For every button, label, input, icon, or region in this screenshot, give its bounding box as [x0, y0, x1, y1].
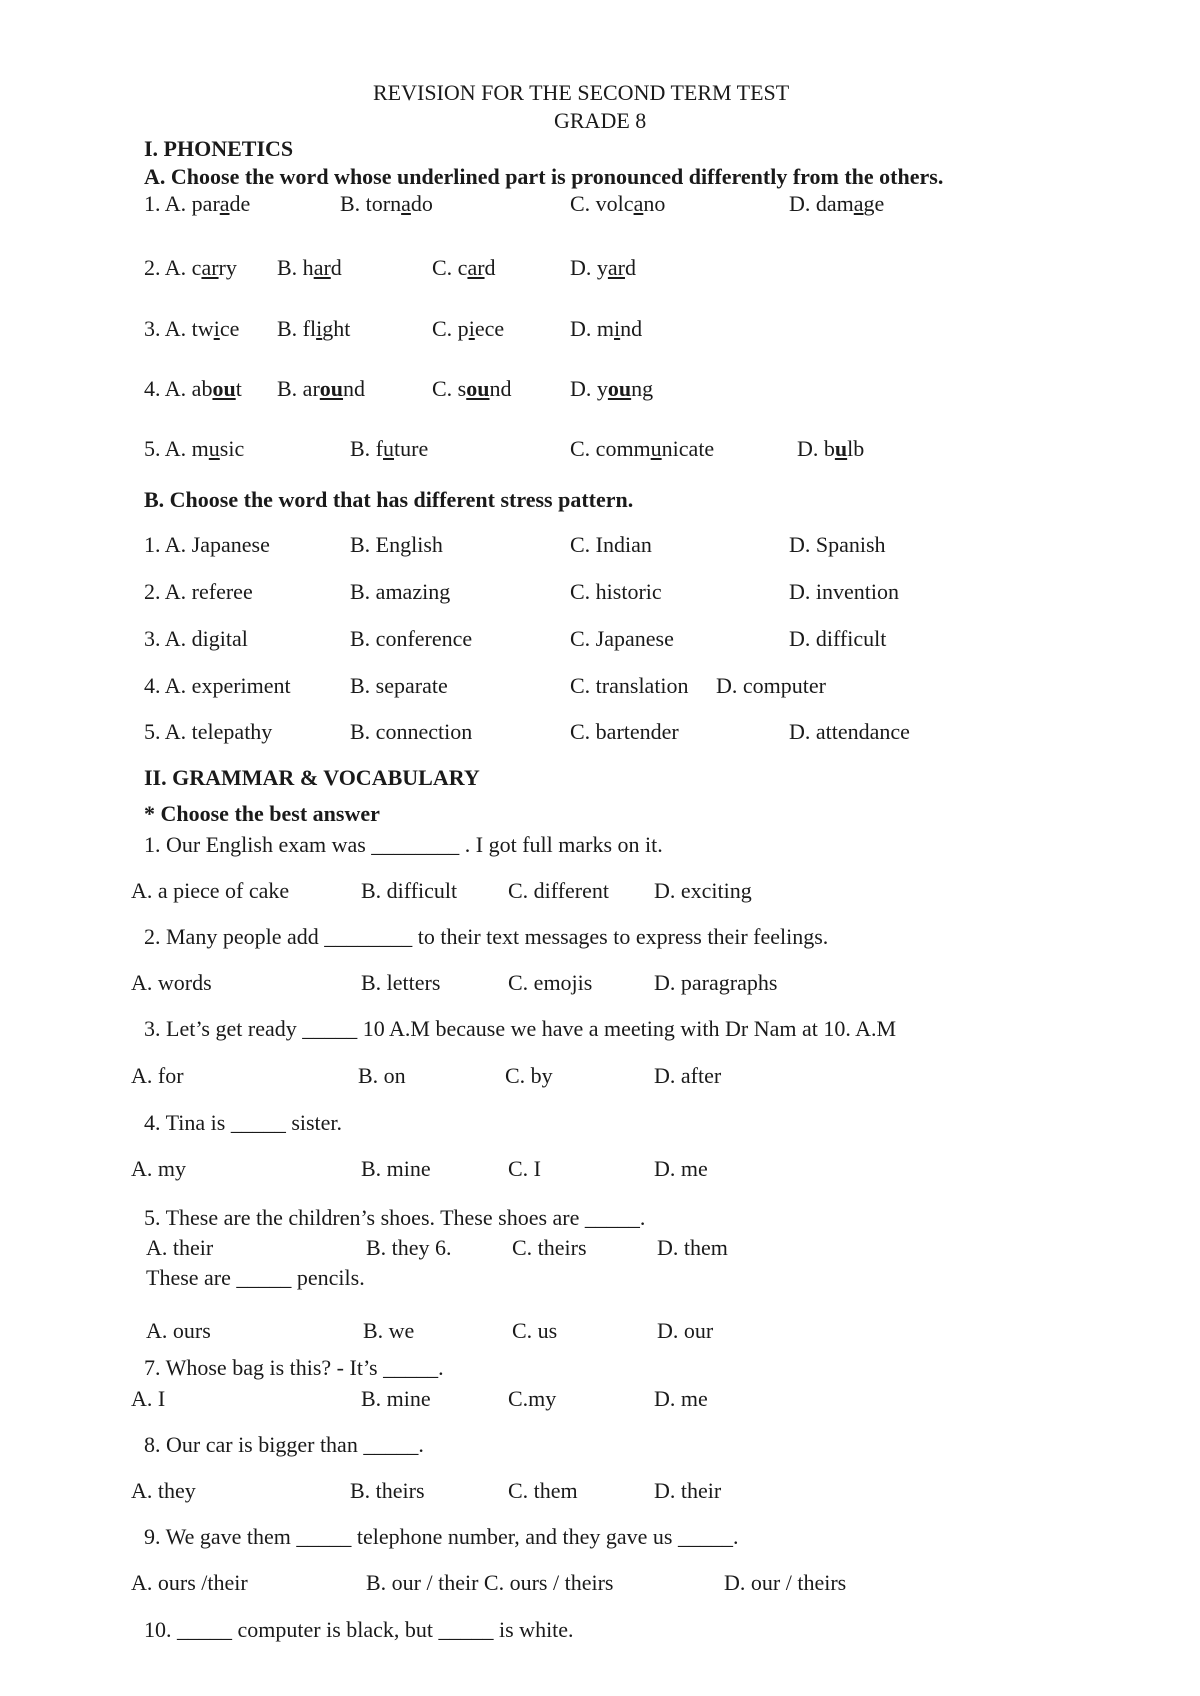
- answer-option: B. difficult: [361, 878, 458, 903]
- phonetics-option: D. bulb: [797, 436, 865, 461]
- stress-option: C. translation: [570, 673, 689, 698]
- question-stem: 7. Whose bag is this? - It’s _____.: [144, 1355, 444, 1380]
- phonetics-option: 1. A. parade: [144, 191, 251, 216]
- instruction-part-b: B. Choose the word that has different stress pattern.: [144, 487, 634, 512]
- answer-option: A. for: [131, 1063, 184, 1088]
- answer-option: C. us: [512, 1318, 558, 1343]
- answer-option: A. ours: [146, 1318, 211, 1343]
- answer-option: D. our / theirs: [724, 1570, 847, 1595]
- stress-option: C. historic: [570, 579, 662, 604]
- stress-option: C. Japanese: [570, 626, 674, 651]
- phonetics-option: B. around: [277, 376, 366, 401]
- stress-option: B. English: [350, 532, 443, 557]
- stress-option: C. bartender: [570, 719, 679, 744]
- phonetics-option: D. young: [570, 376, 654, 401]
- answer-option: D. their: [654, 1478, 722, 1503]
- question-stem: These are _____ pencils.: [146, 1265, 365, 1290]
- grade-label: GRADE 8: [554, 108, 647, 133]
- answer-option: C. by: [505, 1063, 553, 1088]
- answer-option: D. me: [654, 1156, 708, 1181]
- answer-option: A. their: [146, 1235, 214, 1260]
- answer-option: A. ours /their: [131, 1570, 248, 1595]
- stress-option: D. attendance: [789, 719, 910, 744]
- stress-option: B. amazing: [350, 579, 451, 604]
- question-stem: 9. We gave them _____ telephone number, and they gave us _____.: [144, 1524, 739, 1549]
- question-stem: 4. Tina is _____ sister.: [144, 1110, 343, 1135]
- answer-option: C. theirs: [512, 1235, 587, 1260]
- answer-option: C. I: [508, 1156, 541, 1181]
- section-heading-grammar: II. GRAMMAR & VOCABULARY: [144, 765, 480, 790]
- instruction-part-a: A. Choose the word whose underlined part is pronounced differently from the others.: [144, 164, 944, 189]
- answer-option: C.my: [508, 1386, 557, 1411]
- phonetics-option: C. piece: [432, 316, 505, 341]
- answer-option: D. me: [654, 1386, 708, 1411]
- answer-option: A. words: [131, 970, 212, 995]
- phonetics-option: D. mind: [570, 316, 643, 341]
- stress-option: 4. A. experiment: [144, 673, 291, 698]
- phonetics-option: B. future: [350, 436, 429, 461]
- answer-option: D. paragraphs: [654, 970, 778, 995]
- question-stem: 1. Our English exam was ________ . I got full marks on it.: [144, 832, 663, 857]
- stress-option: 3. A. digital: [144, 626, 248, 651]
- stress-option: B. conference: [350, 626, 473, 651]
- section-heading-phonetics: I. PHONETICS: [144, 136, 294, 161]
- page-title: REVISION FOR THE SECOND TERM TEST: [373, 80, 790, 105]
- phonetics-option: D. yard: [570, 255, 636, 280]
- phonetics-option: D. damage: [789, 191, 885, 216]
- phonetics-option: C. communicate: [570, 436, 715, 461]
- stress-option: C. Indian: [570, 532, 652, 557]
- stress-option: 1. A. Japanese: [144, 532, 270, 557]
- question-stem: 10. _____ computer is black, but _____ is white.: [144, 1617, 574, 1642]
- stress-option: 2. A. referee: [144, 579, 253, 604]
- stress-option: B. connection: [350, 719, 473, 744]
- answer-option: B. mine: [361, 1156, 431, 1181]
- answer-option: D. after: [654, 1063, 722, 1088]
- question-stem: 8. Our car is bigger than _____.: [144, 1432, 424, 1457]
- answer-option: D. our: [657, 1318, 714, 1343]
- phonetics-option: 2. A. carry: [144, 255, 237, 280]
- phonetics-option: C. volcano: [570, 191, 666, 216]
- answer-option: B. letters: [361, 970, 441, 995]
- answer-option: C. different: [508, 878, 610, 903]
- question-stem: 3. Let’s get ready _____ 10 A.M because we have a meeting with Dr Nam at 10. A.M: [144, 1016, 897, 1041]
- question-stem: 5. These are the children’s shoes. These shoes are _____.: [144, 1205, 646, 1230]
- answer-option: B. mine: [361, 1386, 431, 1411]
- phonetics-option: B. tornado: [340, 191, 433, 216]
- answer-option: D. exciting: [654, 878, 752, 903]
- phonetics-option: C. sound: [432, 376, 512, 401]
- answer-option: B. on: [358, 1063, 406, 1088]
- phonetics-option: 5. A. music: [144, 436, 245, 461]
- phonetics-option: B. hard: [277, 255, 342, 280]
- stress-option: D. Spanish: [789, 532, 886, 557]
- answer-option: A. they: [131, 1478, 196, 1503]
- stress-option: 5. A. telepathy: [144, 719, 273, 744]
- answer-option: B. we: [363, 1318, 415, 1343]
- stress-option: D. computer: [716, 673, 826, 698]
- phonetics-option: 4. A. about: [144, 376, 242, 401]
- answer-option: B. they 6.: [366, 1235, 452, 1260]
- answer-option: A. my: [131, 1156, 186, 1181]
- answer-option: D. them: [657, 1235, 728, 1260]
- phonetics-option: 3. A. twice: [144, 316, 240, 341]
- stress-option: B. separate: [350, 673, 448, 698]
- stress-option: D. difficult: [789, 626, 887, 651]
- stress-option: D. invention: [789, 579, 899, 604]
- answer-option: A. I: [131, 1386, 166, 1411]
- answer-option: B. theirs: [350, 1478, 425, 1503]
- question-stem: 2. Many people add ________ to their text messages to express their feelings.: [144, 924, 829, 949]
- instruction-best-answer: * Choose the best answer: [144, 801, 380, 826]
- phonetics-option: B. flight: [277, 316, 351, 341]
- answer-option: A. a piece of cake: [131, 878, 290, 903]
- answer-option: C. emojis: [508, 970, 593, 995]
- answer-option: B. our / their C. ours / theirs: [366, 1570, 614, 1595]
- answer-option: C. them: [508, 1478, 578, 1503]
- phonetics-option: C. card: [432, 255, 496, 280]
